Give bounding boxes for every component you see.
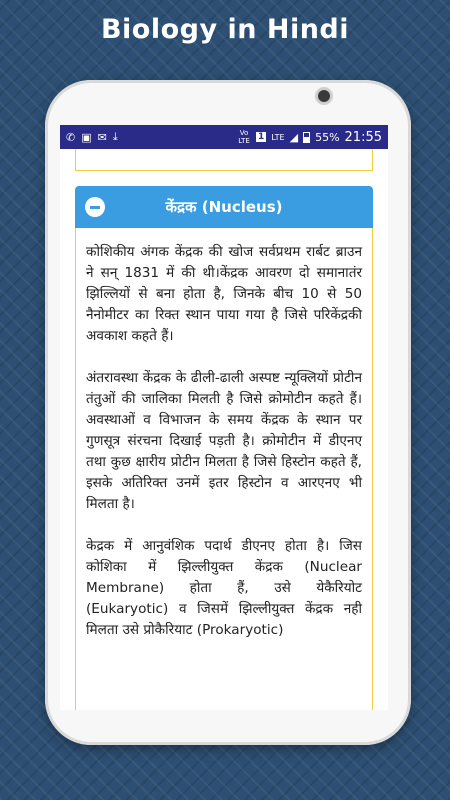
download-icon: ⤓ [112, 130, 118, 143]
email-icon: ✉ [97, 130, 107, 144]
notification-icons [66, 130, 118, 144]
system-icons [237, 129, 382, 145]
paragraph-3: केद्रक में आनुवंशिक पदार्थ डीएनए होता है। जिस कोशिका में झिल्लीयुक्त केंद्रक (Nuclear Membrane) होता हैं, उसे येकैरियोट (Eukaryotic) व जिसमें झिल्लीयुक्त केंद्रक नही मिलता उसे प्रोकैरियाट (Prokaryotic) [86, 538, 362, 638]
battery-icon [303, 132, 310, 143]
phone-call-icon: ✆ [66, 130, 76, 144]
paragraph-1: कोशिकीय अंगक केंद्रक की खोज सर्वप्रथम रार्बट ब्राउन ने सन् 1831 में की थी।केंद्रक आवरण दो समानातंर झिल्लियों से बना होता है, जिनके बीच 10 से 50 नैनोमीटर का रिक्त स्थान पाया गया है जिसे परिकेंद्रकी अवकाश कहते हैं। [86, 244, 362, 344]
image-icon: ▣ [81, 130, 92, 144]
content-scroll-area[interactable] [60, 149, 388, 710]
promo-title: Biology in Hindi [100, 14, 350, 45]
nucleus-section-body [75, 228, 373, 710]
nucleus-section-header[interactable] [75, 186, 373, 228]
section-title: केंद्रक (Nucleus) [165, 198, 283, 216]
collapse-icon[interactable] [85, 197, 105, 217]
battery-level: 55% [315, 130, 340, 144]
phone-screen [60, 125, 388, 710]
status-time: 21:55 [344, 129, 382, 145]
front-camera [318, 90, 330, 102]
signal-icon: ◢ [289, 130, 299, 144]
lte-indicator: LTE [271, 132, 285, 142]
paragraph-2: अंतरावस्था केंद्रक के ढीली-ढाली अस्पष्ट न्यूक्लियों प्रोटीन तंतुओं की जालिका मिलती है जिसे क्रोमोटीन कहते हैं। अवस्थाओं व विभाजन के समय केंद्रक के स्थान पर गुणसूत्र संरचना दिखाई पड़ती है। क्रोमोटीन में डीएनए तथा कुछ क्षारीय प्रोटीन मिलता है जिसे हिस्टोन कहते हैं, इसके अतिरिक्त उनमें इतर हिस्टोन व आरएनए भी मिलता है। [86, 370, 362, 512]
status-bar [60, 125, 388, 149]
previous-card[interactable] [75, 149, 373, 171]
volte-indicator: Vo LTE [238, 129, 250, 145]
sim-indicator: 1 [258, 132, 265, 142]
